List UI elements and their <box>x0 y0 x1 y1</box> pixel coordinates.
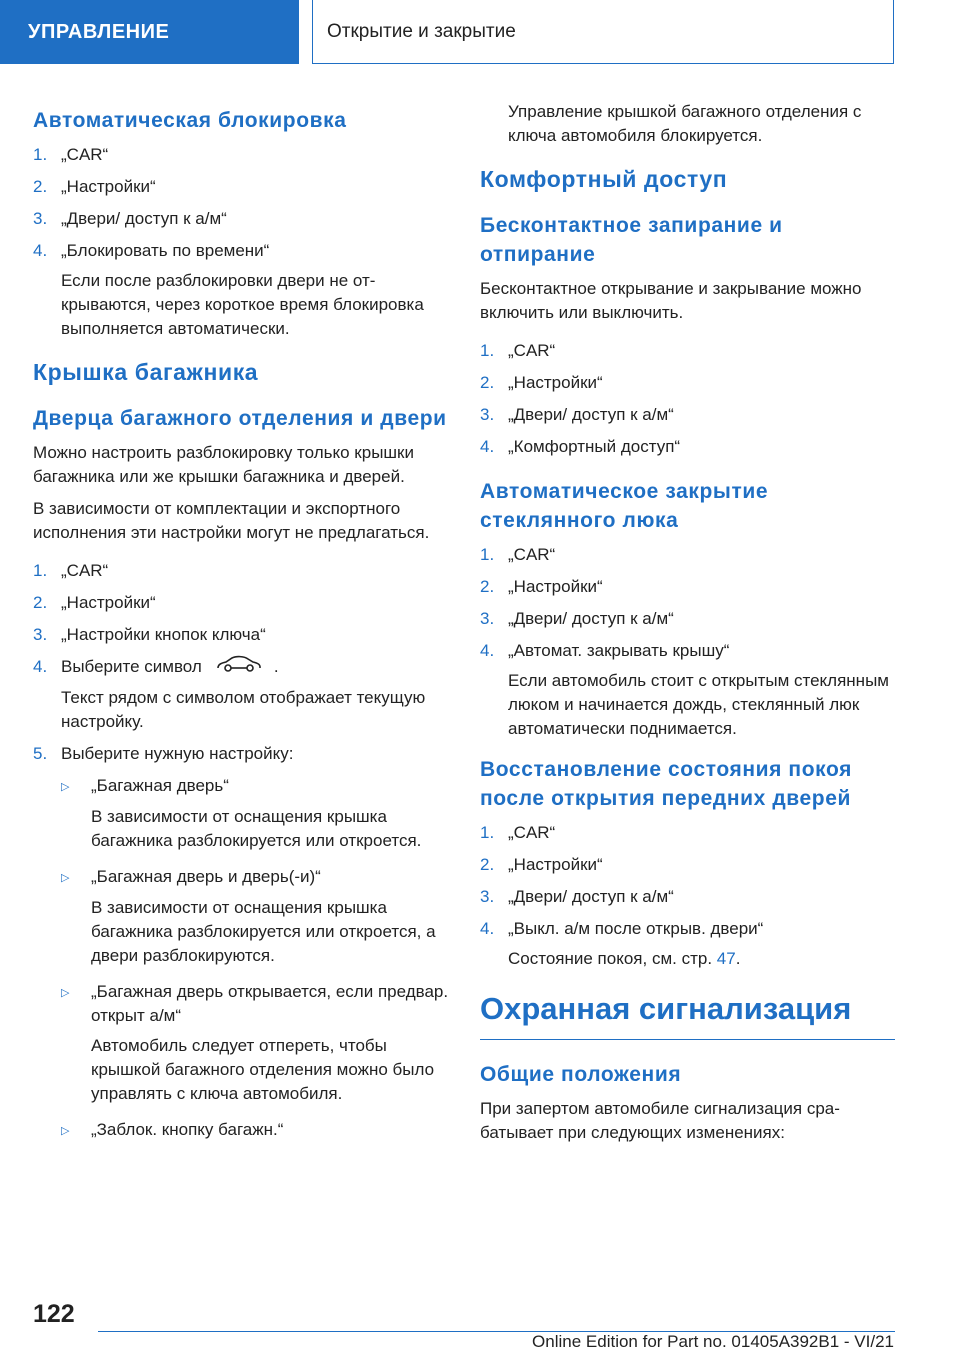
heading-keyless: Бесконтактное запирание и отпирание <box>480 214 783 266</box>
option-item: ▷ „Багажная дверь и дверь(-и)“ <box>61 865 453 890</box>
list-item: 2. „Настройки“ <box>480 373 603 392</box>
list-item: 2. „Настройки“ <box>33 593 156 612</box>
trunk-steps-cont <box>33 742 453 766</box>
restore-steps <box>480 821 895 941</box>
car-outline-icon <box>216 655 262 680</box>
right-column <box>480 100 895 1153</box>
heading-autolock: Автоматическая блокировка <box>33 109 347 132</box>
autolock-note: Если после разблокировки двери не открываются, через короткое время блокировка выполняется автоматически. <box>61 271 424 338</box>
page-link[interactable]: 47 <box>716 949 736 968</box>
heading-restore: Восстановление состояния покоя после открытия передних дверей <box>480 758 852 810</box>
heading-alarm: Охранная сигнализация <box>480 991 895 1040</box>
heading-comfort: Комфортный доступ <box>480 166 728 192</box>
option-item: ▷ „Багажная дверь“ <box>61 774 453 799</box>
keyless-steps <box>480 339 895 459</box>
option-item: ▷ „Заблок. кнопку багажн.“ <box>61 1118 453 1143</box>
heading-trunk: Крышка багажника <box>33 359 259 385</box>
list-item: 3. „Двери/ доступ к а/м“ <box>480 887 674 906</box>
continued-note: Управление крышкой багажного отделения с ключа автомобиля блокируется. <box>508 102 862 145</box>
heading-sunroof: Автоматическое закрытие стеклянного люка <box>480 480 769 532</box>
list-item: 2. „Настройки“ <box>33 177 156 196</box>
list-item: 3. „Двери/ доступ к а/м“ <box>480 405 674 424</box>
list-item: 1. „CAR“ <box>33 145 109 164</box>
option-desc: В зависимости от оснащения крышка багажника разблокируется или откроется. <box>91 807 422 851</box>
list-item: 2. „Настройки“ <box>480 855 603 874</box>
option-desc: В зависимости от оснащения крышка багажника разблокируется или откроется, а двери разблокируются. <box>91 898 436 966</box>
list-item: 3. „Двери/ доступ к а/м“ <box>480 609 674 628</box>
heading-trunk-doors: Дверца багажного отделения и двери <box>33 407 447 430</box>
list-item: 4. „Автомат. закрывать крышу“ <box>480 641 730 660</box>
page-header-title: Открытие и закрытие <box>327 20 516 42</box>
list-item: 1. „CAR“ <box>480 823 556 842</box>
section-label: УПРАВЛЕНИЕ <box>28 20 170 43</box>
restore-note: Состояние покоя, см. стр. 47. <box>508 949 741 968</box>
footer-edition: Online Edition for Part no. 01405A392B1 - VI/21 <box>532 1332 894 1351</box>
list-item: 5. Выберите нужную настройку: <box>33 744 294 764</box>
paragraph: В зависимости от комплектации и экспортного исполнения эти настройки могут не предлагаться. <box>33 499 430 542</box>
triangle-right-icon: ▷ <box>61 1125 70 1138</box>
list-item: 3. „Настройки кнопок ключа“ <box>33 625 266 644</box>
list-item: 1. „CAR“ <box>480 545 556 564</box>
list-item: 1. „CAR“ <box>480 341 556 360</box>
list-item: 4. „Выкл. а/м после открыв. двери“ <box>480 919 764 938</box>
list-item: 1. „CAR“ <box>33 561 109 580</box>
paragraph: Можно настроить разблокировку только крышки багажника или же крышки багажника и дверей. <box>33 443 414 486</box>
list-item: 3. „Двери/ доступ к а/м“ <box>33 209 227 228</box>
sunroof-steps <box>480 543 895 663</box>
option-item: ▷ „Багажная дверь открывается, если предвар. открыт а/м“ <box>61 980 453 1028</box>
list-item: 4. „Комфортный доступ“ <box>480 437 681 456</box>
list-item: 4. „Блокировать по времени“ <box>33 241 270 260</box>
section-tab <box>0 0 299 64</box>
autolock-steps <box>33 143 453 263</box>
item4-note: Текст рядом с символом отображает текущую настройку. <box>61 688 426 732</box>
list-item: 4. Выберите символ . <box>33 655 453 680</box>
triangle-right-icon: ▷ <box>61 987 70 1000</box>
left-column <box>33 100 453 1151</box>
sunroof-note: Если автомобиль стоит с открытым стеклянным люком и начинается дождь, стеклянный люк автоматически поднимается. <box>508 671 889 738</box>
triangle-right-icon: ▷ <box>61 872 70 885</box>
list-item: 2. „Настройки“ <box>480 577 603 596</box>
page-number: 122 <box>33 1300 75 1328</box>
triangle-right-icon: ▷ <box>61 781 70 794</box>
heading-general: Общие положения <box>480 1063 682 1086</box>
trunk-steps <box>33 559 453 680</box>
paragraph: При запертом автомобиле сигнализация срабатывает при следующих изменениях: <box>480 1099 840 1142</box>
option-desc: Автомобиль следует отпереть, чтобы крышкой багажного отделения можно было управлять с ключа автомобиля. <box>91 1036 435 1104</box>
paragraph: Бесконтактное открывание и закрывание можно включить или выключить. <box>480 279 862 322</box>
page-header <box>312 0 894 64</box>
